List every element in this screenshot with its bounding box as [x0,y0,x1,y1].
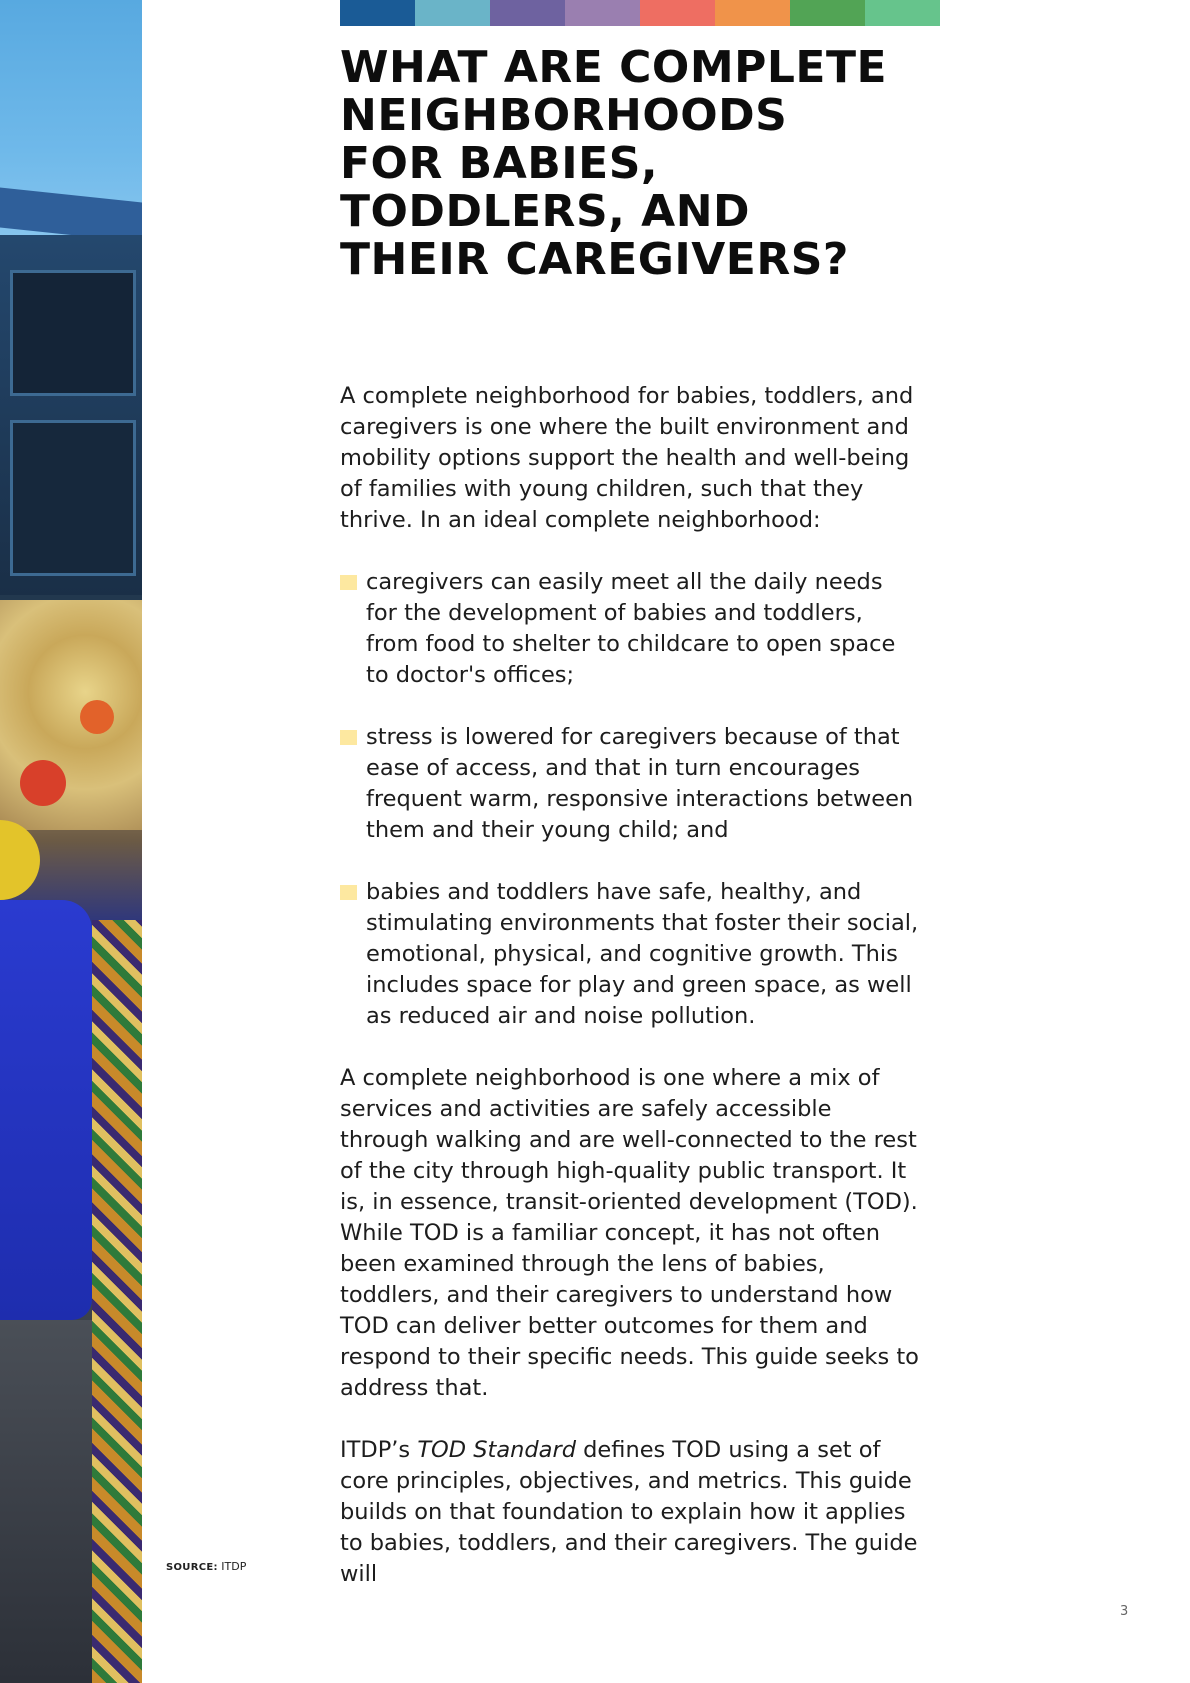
list-item-text: caregivers can easily meet all the daily needs for the development of babies and toddlers, from food to shelter to childcare to open space to doctor's offices; [366,569,896,688]
paragraph-2: A complete neighborhood is one where a mix of services and activities are safely accessible through walking and are well-connected to the rest of the city through high-quality public transport. It is, in essence, transit-oriented development (TOD). While TOD is a familiar concept, it has not often been examined through the lens of babies, toddlers, and their caregivers to understand how TOD can deliver better outcomes for them and respond to their specific needs. This guide seeks to address that. [340,1065,919,1401]
color-swatch [565,0,640,26]
paragraph-3: ITDP’s TOD Standard defines TOD using a set of core principles, objectives, and metrics. This guide builds on that foundation to explain how it applies to babies, toddlers, and their caregivers. The guide will [340,1437,918,1587]
bullet-square-icon [340,730,357,745]
color-swatch [865,0,940,26]
list-item-text: stress is lowered for caregivers because of that ease of access, and that in turn encourages frequent warm, responsive interactions between them and their young child; and [366,724,914,843]
list-item [340,567,920,691]
bullet-square-icon [340,885,357,900]
photo-source: SOURCE: ITDP [166,1560,247,1573]
list-item [340,722,920,846]
body-text [340,381,920,1621]
page-title: WHAT ARE COMPLETE NEIGHBORHOODS FOR BABIES, TODDLERS, AND THEIR CAREGIVERS? [340,42,888,285]
color-swatch [640,0,715,26]
color-swatch [715,0,790,26]
tod-standard-title: TOD Standard [417,1437,576,1463]
list-item-text: babies and toddlers have safe, healthy, and stimulating environments that foster their social, emotional, physical, and cognitive growth. This includes space for play and green space, as well as reduced air and noise pollution. [366,879,919,1029]
color-swatch [790,0,865,26]
color-swatch [340,0,415,26]
cover-photo [0,0,142,1683]
color-swatch [490,0,565,26]
page-number: 3 [1120,1604,1129,1619]
color-swatch [415,0,490,26]
bullet-square-icon [340,575,357,590]
intro-paragraph: A complete neighborhood for babies, toddlers, and caregivers is one where the built environment and mobility options support the health and well-being of families with young children, such that they thrive. In an ideal complete neighborhood: [340,383,914,533]
list-item [340,877,920,1032]
color-bar [340,0,940,26]
